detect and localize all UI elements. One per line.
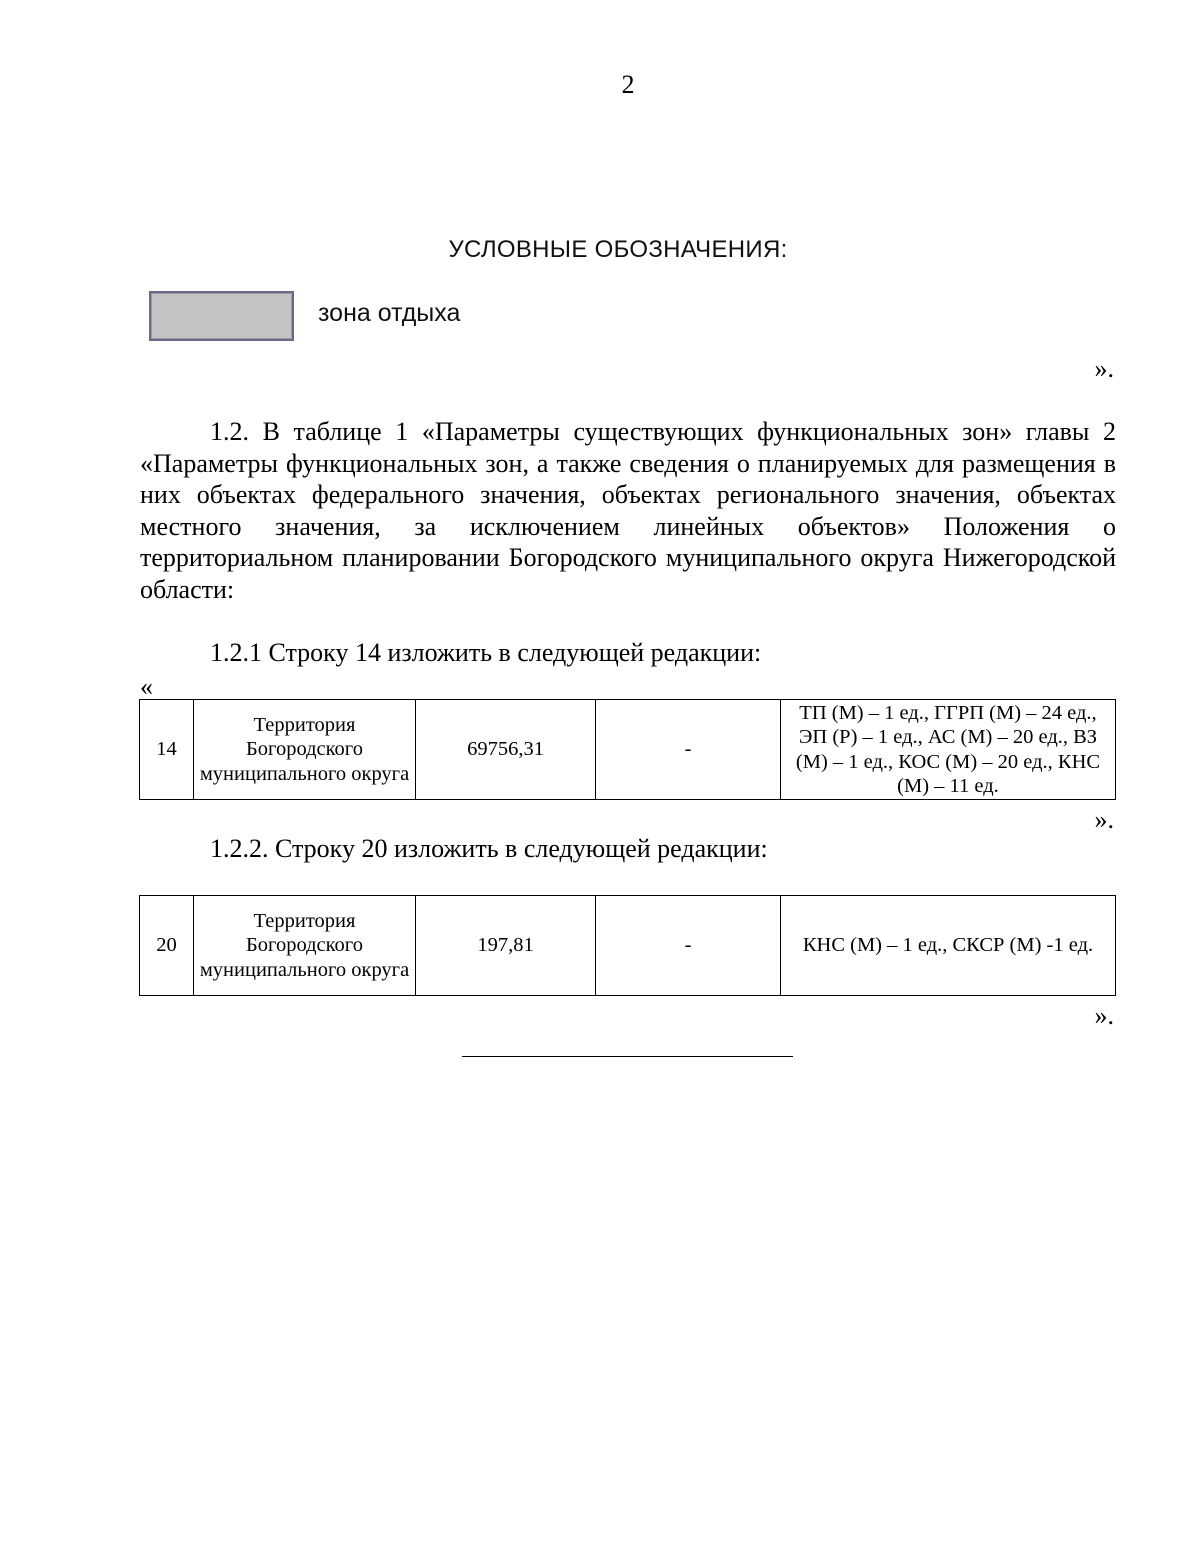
table-row <box>140 896 1116 996</box>
territory-cell: Территория Богородского муниципального округа <box>194 700 416 800</box>
paragraph-1-2: 1.2. В таблице 1 «Параметры существующих функциональных зон» главы 2 «Параметры функциональных зон, а также сведения о планируемых для размещения в них объектах федерального значения, объектах регионального значения, объектах местного значения, за исключением линейных объектов» Положения о территориальном планировании Богородского муниципального округа Нижегородской области: <box>140 417 1116 604</box>
area-cell: 197,81 <box>416 896 596 996</box>
objects-cell: ТП (М) – 1 ед., ГГРП (М) – 24 ед., ЭП (Р) – 1 ед., АС (М) – 20 ед., ВЗ (М) – 1 ед., КОС (М) – 20 ед., КНС (М) – 11 ед. <box>781 700 1116 800</box>
paragraph-1-2-2: 1.2.2. Строку 20 изложить в следующей редакции: <box>210 834 768 863</box>
end-rule-divider <box>462 1056 793 1057</box>
table-row <box>140 700 1116 800</box>
table-row-14 <box>139 699 1116 800</box>
dash-cell: - <box>596 700 781 800</box>
dash-cell: - <box>596 896 781 996</box>
page-number: 2 <box>621 70 635 99</box>
objects-cell: КНС (М) – 1 ед., СКСР (М) -1 ед. <box>781 896 1116 996</box>
closing-quote: ». <box>1094 805 1114 834</box>
opening-quote: « <box>140 672 153 701</box>
table-row-20 <box>139 895 1116 996</box>
territory-cell: Территория Богородского муниципального округа <box>194 896 416 996</box>
row-number-cell: 20 <box>140 896 194 996</box>
paragraph-1-2-1: 1.2.1 Строку 14 изложить в следующей редакции: <box>210 638 762 667</box>
row-number-cell: 14 <box>140 700 194 800</box>
closing-quote: ». <box>1094 354 1114 383</box>
closing-quote: ». <box>1094 1001 1114 1030</box>
legend-title: УСЛОВНЫЕ ОБОЗНАЧЕНИЯ: <box>448 236 788 263</box>
legend-label: зона отдыха <box>318 299 461 327</box>
area-cell: 69756,31 <box>416 700 596 800</box>
legend-swatch-recreation-zone <box>149 291 294 341</box>
